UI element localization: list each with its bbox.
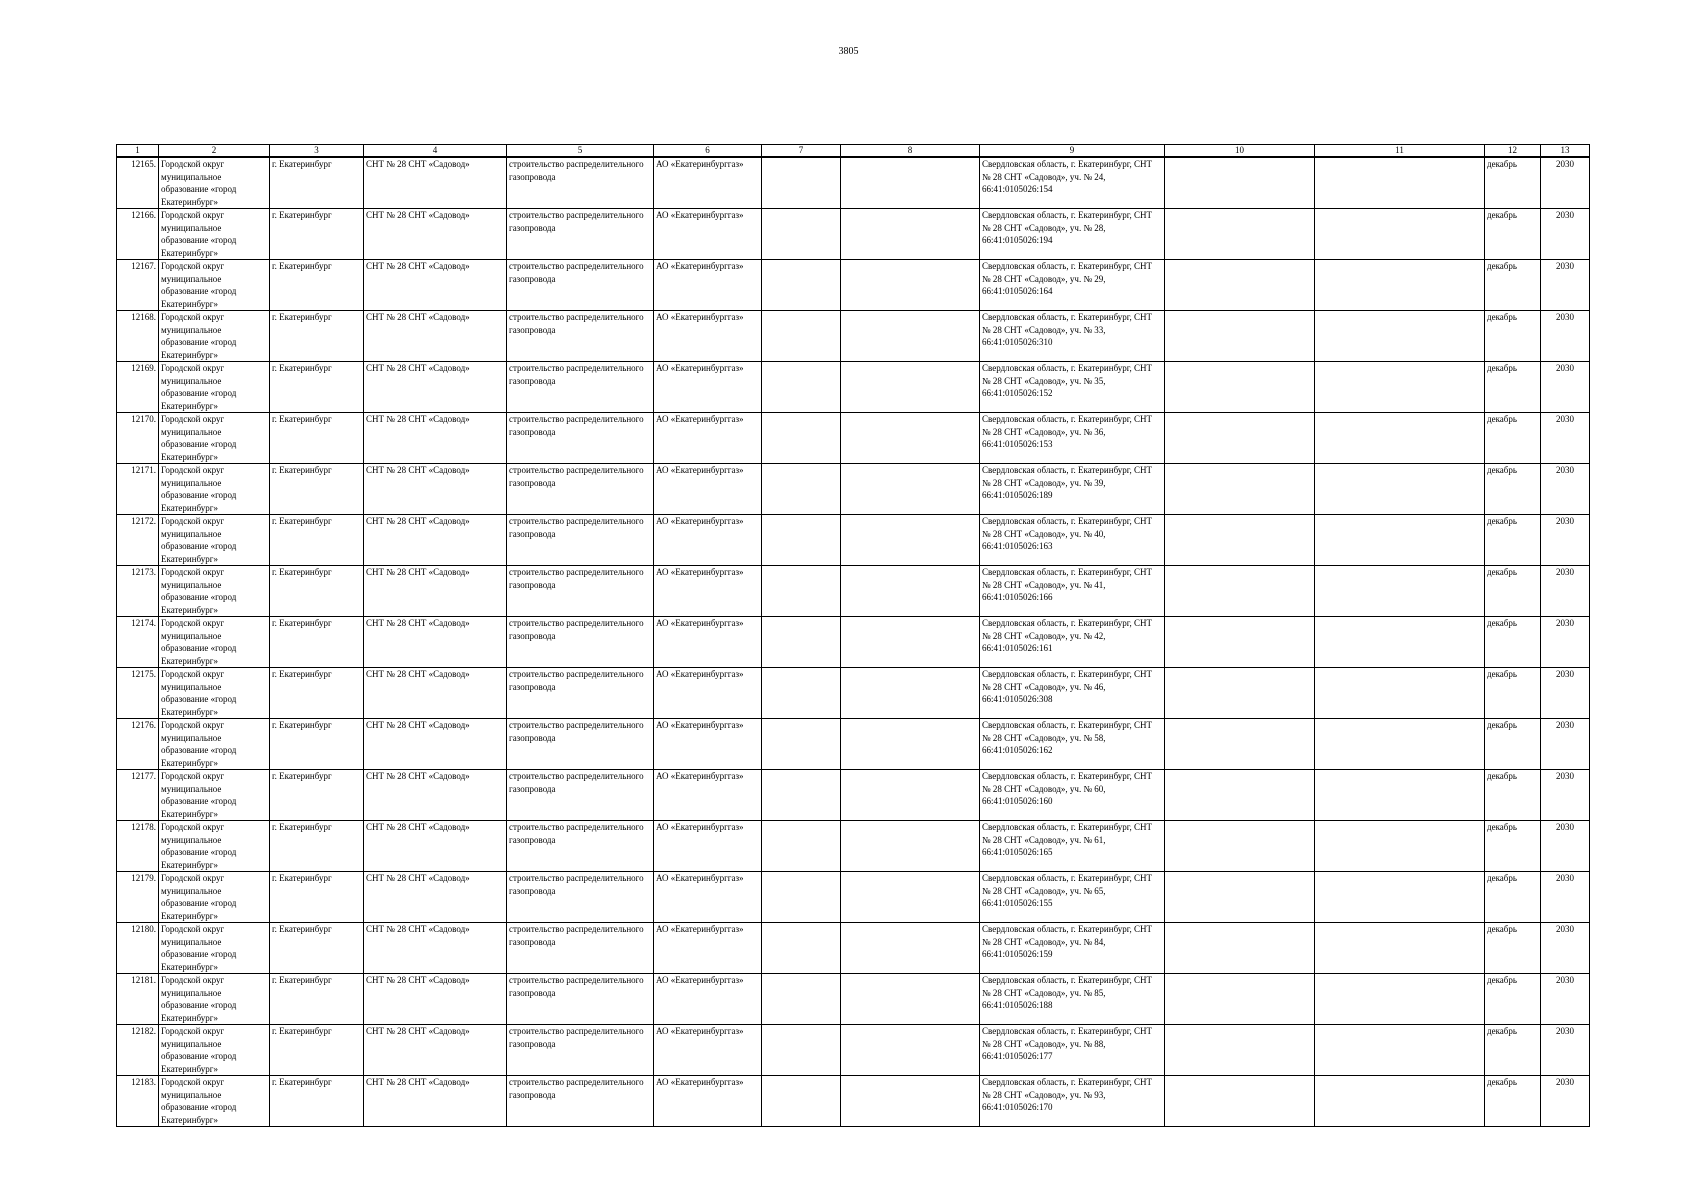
month-cell: декабрь: [1485, 719, 1541, 770]
column-header: 1: [117, 145, 159, 158]
settlement-cell: г. Екатеринбург: [270, 464, 364, 515]
work-type-cell: строительство распределительного газопровода: [507, 923, 654, 974]
table-row: [117, 311, 1590, 362]
address-cell: Свердловская область, г. Екатеринбург, СНТ № 28 СНТ «Садовод», уч. № 84, 66:41:0105026:159: [980, 923, 1165, 974]
year-cell: 2030: [1541, 770, 1590, 821]
empty-cell: [762, 260, 841, 311]
work-type-cell: строительство распределительного газопровода: [507, 770, 654, 821]
empty-cell: [841, 464, 980, 515]
month-cell: декабрь: [1485, 157, 1541, 209]
row-number-cell: 12165.: [117, 157, 159, 209]
empty-cell: [1315, 821, 1485, 872]
settlement-cell: г. Екатеринбург: [270, 515, 364, 566]
empty-cell: [1165, 515, 1315, 566]
table-row: [117, 617, 1590, 668]
settlement-cell: г. Екатеринбург: [270, 821, 364, 872]
address-cell: Свердловская область, г. Екатеринбург, СНТ № 28 СНТ «Садовод», уч. № 88, 66:41:0105026:177: [980, 1025, 1165, 1076]
table-row: [117, 413, 1590, 464]
operator-cell: АО «Екатеринбурггаз»: [654, 566, 762, 617]
empty-cell: [841, 617, 980, 668]
municipality-cell: Городской округ муниципальное образование «город Екатеринбург»: [159, 362, 270, 413]
column-header: 9: [980, 145, 1165, 158]
column-header: 8: [841, 145, 980, 158]
operator-cell: АО «Екатеринбурггаз»: [654, 1076, 762, 1127]
empty-cell: [762, 515, 841, 566]
table-row: [117, 464, 1590, 515]
empty-cell: [1315, 668, 1485, 719]
row-number-cell: 12179.: [117, 872, 159, 923]
empty-cell: [1165, 260, 1315, 311]
address-cell: Свердловская область, г. Екатеринбург, СНТ № 28 СНТ «Садовод», уч. № 36, 66:41:0105026:153: [980, 413, 1165, 464]
empty-cell: [1165, 617, 1315, 668]
work-type-cell: строительство распределительного газопровода: [507, 974, 654, 1025]
settlement-cell: г. Екатеринбург: [270, 872, 364, 923]
work-type-cell: строительство распределительного газопровода: [507, 209, 654, 260]
work-type-cell: строительство распределительного газопровода: [507, 668, 654, 719]
empty-cell: [1165, 974, 1315, 1025]
empty-cell: [841, 311, 980, 362]
empty-cell: [762, 872, 841, 923]
empty-cell: [1315, 1076, 1485, 1127]
address-cell: Свердловская область, г. Екатеринбург, СНТ № 28 СНТ «Садовод», уч. № 29, 66:41:0105026:164: [980, 260, 1165, 311]
column-header: 13: [1541, 145, 1590, 158]
empty-cell: [1315, 515, 1485, 566]
empty-cell: [1315, 413, 1485, 464]
address-cell: Свердловская область, г. Екатеринбург, СНТ № 28 СНТ «Садовод», уч. № 61, 66:41:0105026:165: [980, 821, 1165, 872]
work-type-cell: строительство распределительного газопровода: [507, 566, 654, 617]
municipality-cell: Городской округ муниципальное образование «город Екатеринбург»: [159, 617, 270, 668]
month-cell: декабрь: [1485, 668, 1541, 719]
empty-cell: [841, 566, 980, 617]
empty-cell: [841, 821, 980, 872]
address-cell: Свердловская область, г. Екатеринбург, СНТ № 28 СНТ «Садовод», уч. № 35, 66:41:0105026:152: [980, 362, 1165, 413]
empty-cell: [1315, 260, 1485, 311]
operator-cell: АО «Екатеринбурггаз»: [654, 515, 762, 566]
work-type-cell: строительство распределительного газопровода: [507, 872, 654, 923]
empty-cell: [841, 668, 980, 719]
empty-cell: [762, 413, 841, 464]
row-number-cell: 12174.: [117, 617, 159, 668]
month-cell: декабрь: [1485, 923, 1541, 974]
address-cell: Свердловская область, г. Екатеринбург, СНТ № 28 СНТ «Садовод», уч. № 28, 66:41:0105026:194: [980, 209, 1165, 260]
year-cell: 2030: [1541, 872, 1590, 923]
year-cell: 2030: [1541, 260, 1590, 311]
settlement-cell: г. Екатеринбург: [270, 566, 364, 617]
empty-cell: [841, 719, 980, 770]
empty-cell: [1315, 209, 1485, 260]
municipality-cell: Городской округ муниципальное образование «город Екатеринбург»: [159, 1025, 270, 1076]
month-cell: декабрь: [1485, 464, 1541, 515]
settlement-cell: г. Екатеринбург: [270, 362, 364, 413]
row-number-cell: 12170.: [117, 413, 159, 464]
empty-cell: [762, 1025, 841, 1076]
object-cell: СНТ № 28 СНТ «Садовод»: [364, 413, 507, 464]
month-cell: декабрь: [1485, 617, 1541, 668]
address-cell: Свердловская область, г. Екатеринбург, СНТ № 28 СНТ «Садовод», уч. № 33, 66:41:0105026:310: [980, 311, 1165, 362]
empty-cell: [1165, 1025, 1315, 1076]
empty-cell: [1315, 311, 1485, 362]
empty-cell: [841, 157, 980, 209]
month-cell: декабрь: [1485, 311, 1541, 362]
year-cell: 2030: [1541, 311, 1590, 362]
column-header: 12: [1485, 145, 1541, 158]
object-cell: СНТ № 28 СНТ «Садовод»: [364, 1025, 507, 1076]
address-cell: Свердловская область, г. Екатеринбург, СНТ № 28 СНТ «Садовод», уч. № 85, 66:41:0105026:188: [980, 974, 1165, 1025]
empty-cell: [762, 617, 841, 668]
municipality-cell: Городской округ муниципальное образование «город Екатеринбург»: [159, 974, 270, 1025]
empty-cell: [1165, 566, 1315, 617]
object-cell: СНТ № 28 СНТ «Садовод»: [364, 719, 507, 770]
empty-cell: [1165, 821, 1315, 872]
row-number-cell: 12169.: [117, 362, 159, 413]
municipality-cell: Городской округ муниципальное образование «город Екатеринбург»: [159, 260, 270, 311]
empty-cell: [1165, 1076, 1315, 1127]
work-type-cell: строительство распределительного газопровода: [507, 617, 654, 668]
month-cell: декабрь: [1485, 515, 1541, 566]
municipality-cell: Городской округ муниципальное образование «город Екатеринбург»: [159, 1076, 270, 1127]
empty-cell: [762, 668, 841, 719]
object-cell: СНТ № 28 СНТ «Садовод»: [364, 1076, 507, 1127]
year-cell: 2030: [1541, 923, 1590, 974]
settlement-cell: г. Екатеринбург: [270, 617, 364, 668]
table-row: [117, 566, 1590, 617]
empty-cell: [762, 157, 841, 209]
municipality-cell: Городской округ муниципальное образование «город Екатеринбург»: [159, 872, 270, 923]
empty-cell: [1315, 923, 1485, 974]
row-number-cell: 12167.: [117, 260, 159, 311]
month-cell: декабрь: [1485, 1025, 1541, 1076]
settlement-cell: г. Екатеринбург: [270, 413, 364, 464]
operator-cell: АО «Екатеринбурггаз»: [654, 974, 762, 1025]
table-row: [117, 719, 1590, 770]
empty-cell: [1165, 413, 1315, 464]
row-number-cell: 12175.: [117, 668, 159, 719]
operator-cell: АО «Екатеринбурггаз»: [654, 821, 762, 872]
empty-cell: [762, 464, 841, 515]
empty-cell: [841, 515, 980, 566]
table-row: [117, 974, 1590, 1025]
empty-cell: [1165, 311, 1315, 362]
work-type-cell: строительство распределительного газопровода: [507, 413, 654, 464]
empty-cell: [1315, 872, 1485, 923]
month-cell: декабрь: [1485, 566, 1541, 617]
empty-cell: [1315, 566, 1485, 617]
year-cell: 2030: [1541, 362, 1590, 413]
column-number-row: [117, 145, 1590, 158]
operator-cell: АО «Екатеринбурггаз»: [654, 617, 762, 668]
table-row: [117, 668, 1590, 719]
table-row: [117, 923, 1590, 974]
address-cell: Свердловская область, г. Екатеринбург, СНТ № 28 СНТ «Садовод», уч. № 58, 66:41:0105026:162: [980, 719, 1165, 770]
empty-cell: [1165, 770, 1315, 821]
object-cell: СНТ № 28 СНТ «Садовод»: [364, 974, 507, 1025]
municipality-cell: Городской округ муниципальное образование «город Екатеринбург»: [159, 413, 270, 464]
municipality-cell: Городской округ муниципальное образование «город Екатеринбург»: [159, 464, 270, 515]
row-number-cell: 12178.: [117, 821, 159, 872]
empty-cell: [1315, 157, 1485, 209]
empty-cell: [841, 923, 980, 974]
registry-table: [116, 144, 1590, 1127]
empty-cell: [1315, 617, 1485, 668]
table-row: [117, 872, 1590, 923]
row-number-cell: 12183.: [117, 1076, 159, 1127]
operator-cell: АО «Екатеринбурггаз»: [654, 770, 762, 821]
settlement-cell: г. Екатеринбург: [270, 311, 364, 362]
column-header: 4: [364, 145, 507, 158]
operator-cell: АО «Екатеринбурггаз»: [654, 923, 762, 974]
work-type-cell: строительство распределительного газопровода: [507, 1076, 654, 1127]
year-cell: 2030: [1541, 157, 1590, 209]
empty-cell: [841, 362, 980, 413]
municipality-cell: Городской округ муниципальное образование «город Екатеринбург»: [159, 566, 270, 617]
year-cell: 2030: [1541, 1025, 1590, 1076]
column-header: 6: [654, 145, 762, 158]
empty-cell: [1315, 362, 1485, 413]
settlement-cell: г. Екатеринбург: [270, 719, 364, 770]
address-cell: Свердловская область, г. Екатеринбург, СНТ № 28 СНТ «Садовод», уч. № 60, 66:41:0105026:160: [980, 770, 1165, 821]
empty-cell: [1165, 209, 1315, 260]
municipality-cell: Городской округ муниципальное образование «город Екатеринбург»: [159, 770, 270, 821]
table-row: [117, 821, 1590, 872]
municipality-cell: Городской округ муниципальное образование «город Екатеринбург»: [159, 515, 270, 566]
operator-cell: АО «Екатеринбурггаз»: [654, 157, 762, 209]
municipality-cell: Городской округ муниципальное образование «город Екатеринбург»: [159, 157, 270, 209]
table-row: [117, 1025, 1590, 1076]
operator-cell: АО «Екатеринбурггаз»: [654, 209, 762, 260]
object-cell: СНТ № 28 СНТ «Садовод»: [364, 923, 507, 974]
empty-cell: [841, 770, 980, 821]
operator-cell: АО «Екатеринбурггаз»: [654, 719, 762, 770]
month-cell: декабрь: [1485, 821, 1541, 872]
work-type-cell: строительство распределительного газопровода: [507, 260, 654, 311]
column-header: 3: [270, 145, 364, 158]
year-cell: 2030: [1541, 413, 1590, 464]
empty-cell: [841, 413, 980, 464]
work-type-cell: строительство распределительного газопровода: [507, 362, 654, 413]
table-row: [117, 770, 1590, 821]
table-row: [117, 209, 1590, 260]
year-cell: 2030: [1541, 515, 1590, 566]
year-cell: 2030: [1541, 719, 1590, 770]
address-cell: Свердловская область, г. Екатеринбург, СНТ № 28 СНТ «Садовод», уч. № 42, 66:41:0105026:161: [980, 617, 1165, 668]
settlement-cell: г. Екатеринбург: [270, 157, 364, 209]
municipality-cell: Городской округ муниципальное образование «город Екатеринбург»: [159, 209, 270, 260]
municipality-cell: Городской округ муниципальное образование «город Екатеринбург»: [159, 668, 270, 719]
year-cell: 2030: [1541, 209, 1590, 260]
object-cell: СНТ № 28 СНТ «Садовод»: [364, 464, 507, 515]
empty-cell: [841, 1025, 980, 1076]
work-type-cell: строительство распределительного газопровода: [507, 515, 654, 566]
row-number-cell: 12181.: [117, 974, 159, 1025]
municipality-cell: Городской округ муниципальное образование «город Екатеринбург»: [159, 923, 270, 974]
object-cell: СНТ № 28 СНТ «Садовод»: [364, 362, 507, 413]
month-cell: декабрь: [1485, 362, 1541, 413]
address-cell: Свердловская область, г. Екатеринбург, СНТ № 28 СНТ «Садовод», уч. № 93, 66:41:0105026:170: [980, 1076, 1165, 1127]
empty-cell: [762, 1076, 841, 1127]
settlement-cell: г. Екатеринбург: [270, 1025, 364, 1076]
object-cell: СНТ № 28 СНТ «Садовод»: [364, 209, 507, 260]
work-type-cell: строительство распределительного газопровода: [507, 719, 654, 770]
empty-cell: [841, 209, 980, 260]
row-number-cell: 12171.: [117, 464, 159, 515]
month-cell: декабрь: [1485, 974, 1541, 1025]
empty-cell: [762, 362, 841, 413]
row-number-cell: 12172.: [117, 515, 159, 566]
empty-cell: [1165, 362, 1315, 413]
empty-cell: [762, 209, 841, 260]
operator-cell: АО «Екатеринбурггаз»: [654, 260, 762, 311]
empty-cell: [1315, 1025, 1485, 1076]
address-cell: Свердловская область, г. Екатеринбург, СНТ № 28 СНТ «Садовод», уч. № 65, 66:41:0105026:155: [980, 872, 1165, 923]
month-cell: декабрь: [1485, 770, 1541, 821]
object-cell: СНТ № 28 СНТ «Садовод»: [364, 311, 507, 362]
empty-cell: [1165, 157, 1315, 209]
table-body: [117, 157, 1590, 1127]
month-cell: декабрь: [1485, 1076, 1541, 1127]
row-number-cell: 12176.: [117, 719, 159, 770]
row-number-cell: 12173.: [117, 566, 159, 617]
empty-cell: [1315, 719, 1485, 770]
row-number-cell: 12182.: [117, 1025, 159, 1076]
year-cell: 2030: [1541, 974, 1590, 1025]
address-cell: Свердловская область, г. Екатеринбург, СНТ № 28 СНТ «Садовод», уч. № 24, 66:41:0105026:154: [980, 157, 1165, 209]
operator-cell: АО «Екатеринбурггаз»: [654, 413, 762, 464]
municipality-cell: Городской округ муниципальное образование «город Екатеринбург»: [159, 821, 270, 872]
table-row: [117, 362, 1590, 413]
empty-cell: [1165, 923, 1315, 974]
column-header: 2: [159, 145, 270, 158]
empty-cell: [1315, 770, 1485, 821]
table-row: [117, 1076, 1590, 1127]
settlement-cell: г. Екатеринбург: [270, 974, 364, 1025]
year-cell: 2030: [1541, 464, 1590, 515]
object-cell: СНТ № 28 СНТ «Садовод»: [364, 668, 507, 719]
empty-cell: [762, 923, 841, 974]
work-type-cell: строительство распределительного газопровода: [507, 157, 654, 209]
address-cell: Свердловская область, г. Екатеринбург, СНТ № 28 СНТ «Садовод», уч. № 40, 66:41:0105026:163: [980, 515, 1165, 566]
month-cell: декабрь: [1485, 209, 1541, 260]
settlement-cell: г. Екатеринбург: [270, 1076, 364, 1127]
month-cell: декабрь: [1485, 872, 1541, 923]
empty-cell: [841, 872, 980, 923]
operator-cell: АО «Екатеринбурггаз»: [654, 311, 762, 362]
empty-cell: [762, 566, 841, 617]
month-cell: декабрь: [1485, 260, 1541, 311]
work-type-cell: строительство распределительного газопровода: [507, 1025, 654, 1076]
year-cell: 2030: [1541, 668, 1590, 719]
empty-cell: [762, 770, 841, 821]
empty-cell: [762, 719, 841, 770]
empty-cell: [762, 311, 841, 362]
work-type-cell: строительство распределительного газопровода: [507, 821, 654, 872]
object-cell: СНТ № 28 СНТ «Садовод»: [364, 821, 507, 872]
operator-cell: АО «Екатеринбурггаз»: [654, 464, 762, 515]
address-cell: Свердловская область, г. Екатеринбург, СНТ № 28 СНТ «Садовод», уч. № 39, 66:41:0105026:189: [980, 464, 1165, 515]
empty-cell: [841, 1076, 980, 1127]
column-header: 10: [1165, 145, 1315, 158]
address-cell: Свердловская область, г. Екатеринбург, СНТ № 28 СНТ «Садовод», уч. № 46, 66:41:0105026:308: [980, 668, 1165, 719]
year-cell: 2030: [1541, 566, 1590, 617]
empty-cell: [1315, 974, 1485, 1025]
row-number-cell: 12180.: [117, 923, 159, 974]
column-header: 11: [1315, 145, 1485, 158]
operator-cell: АО «Екатеринбурггаз»: [654, 362, 762, 413]
page-number: 3805: [838, 46, 859, 57]
municipality-cell: Городской округ муниципальное образование «город Екатеринбург»: [159, 311, 270, 362]
work-type-cell: строительство распределительного газопровода: [507, 311, 654, 362]
settlement-cell: г. Екатеринбург: [270, 923, 364, 974]
object-cell: СНТ № 28 СНТ «Садовод»: [364, 770, 507, 821]
column-header: 5: [507, 145, 654, 158]
address-cell: Свердловская область, г. Екатеринбург, СНТ № 28 СНТ «Садовод», уч. № 41, 66:41:0105026:166: [980, 566, 1165, 617]
table-row: [117, 515, 1590, 566]
empty-cell: [1315, 464, 1485, 515]
row-number-cell: 12168.: [117, 311, 159, 362]
empty-cell: [841, 974, 980, 1025]
empty-cell: [762, 821, 841, 872]
table-row: [117, 260, 1590, 311]
empty-cell: [1165, 668, 1315, 719]
settlement-cell: г. Екатеринбург: [270, 668, 364, 719]
object-cell: СНТ № 28 СНТ «Садовод»: [364, 157, 507, 209]
empty-cell: [841, 260, 980, 311]
row-number-cell: 12177.: [117, 770, 159, 821]
settlement-cell: г. Екатеринбург: [270, 209, 364, 260]
settlement-cell: г. Екатеринбург: [270, 260, 364, 311]
settlement-cell: г. Екатеринбург: [270, 770, 364, 821]
object-cell: СНТ № 28 СНТ «Садовод»: [364, 617, 507, 668]
empty-cell: [1165, 872, 1315, 923]
municipality-cell: Городской округ муниципальное образование «город Екатеринбург»: [159, 719, 270, 770]
year-cell: 2030: [1541, 821, 1590, 872]
empty-cell: [1165, 464, 1315, 515]
object-cell: СНТ № 28 СНТ «Садовод»: [364, 515, 507, 566]
empty-cell: [1165, 719, 1315, 770]
object-cell: СНТ № 28 СНТ «Садовод»: [364, 260, 507, 311]
row-number-cell: 12166.: [117, 209, 159, 260]
work-type-cell: строительство распределительного газопровода: [507, 464, 654, 515]
operator-cell: АО «Екатеринбурггаз»: [654, 1025, 762, 1076]
object-cell: СНТ № 28 СНТ «Садовод»: [364, 566, 507, 617]
month-cell: декабрь: [1485, 413, 1541, 464]
operator-cell: АО «Екатеринбурггаз»: [654, 872, 762, 923]
year-cell: 2030: [1541, 617, 1590, 668]
table-row: [117, 157, 1590, 209]
year-cell: 2030: [1541, 1076, 1590, 1127]
operator-cell: АО «Екатеринбурггаз»: [654, 668, 762, 719]
column-header: 7: [762, 145, 841, 158]
object-cell: СНТ № 28 СНТ «Садовод»: [364, 872, 507, 923]
empty-cell: [762, 974, 841, 1025]
